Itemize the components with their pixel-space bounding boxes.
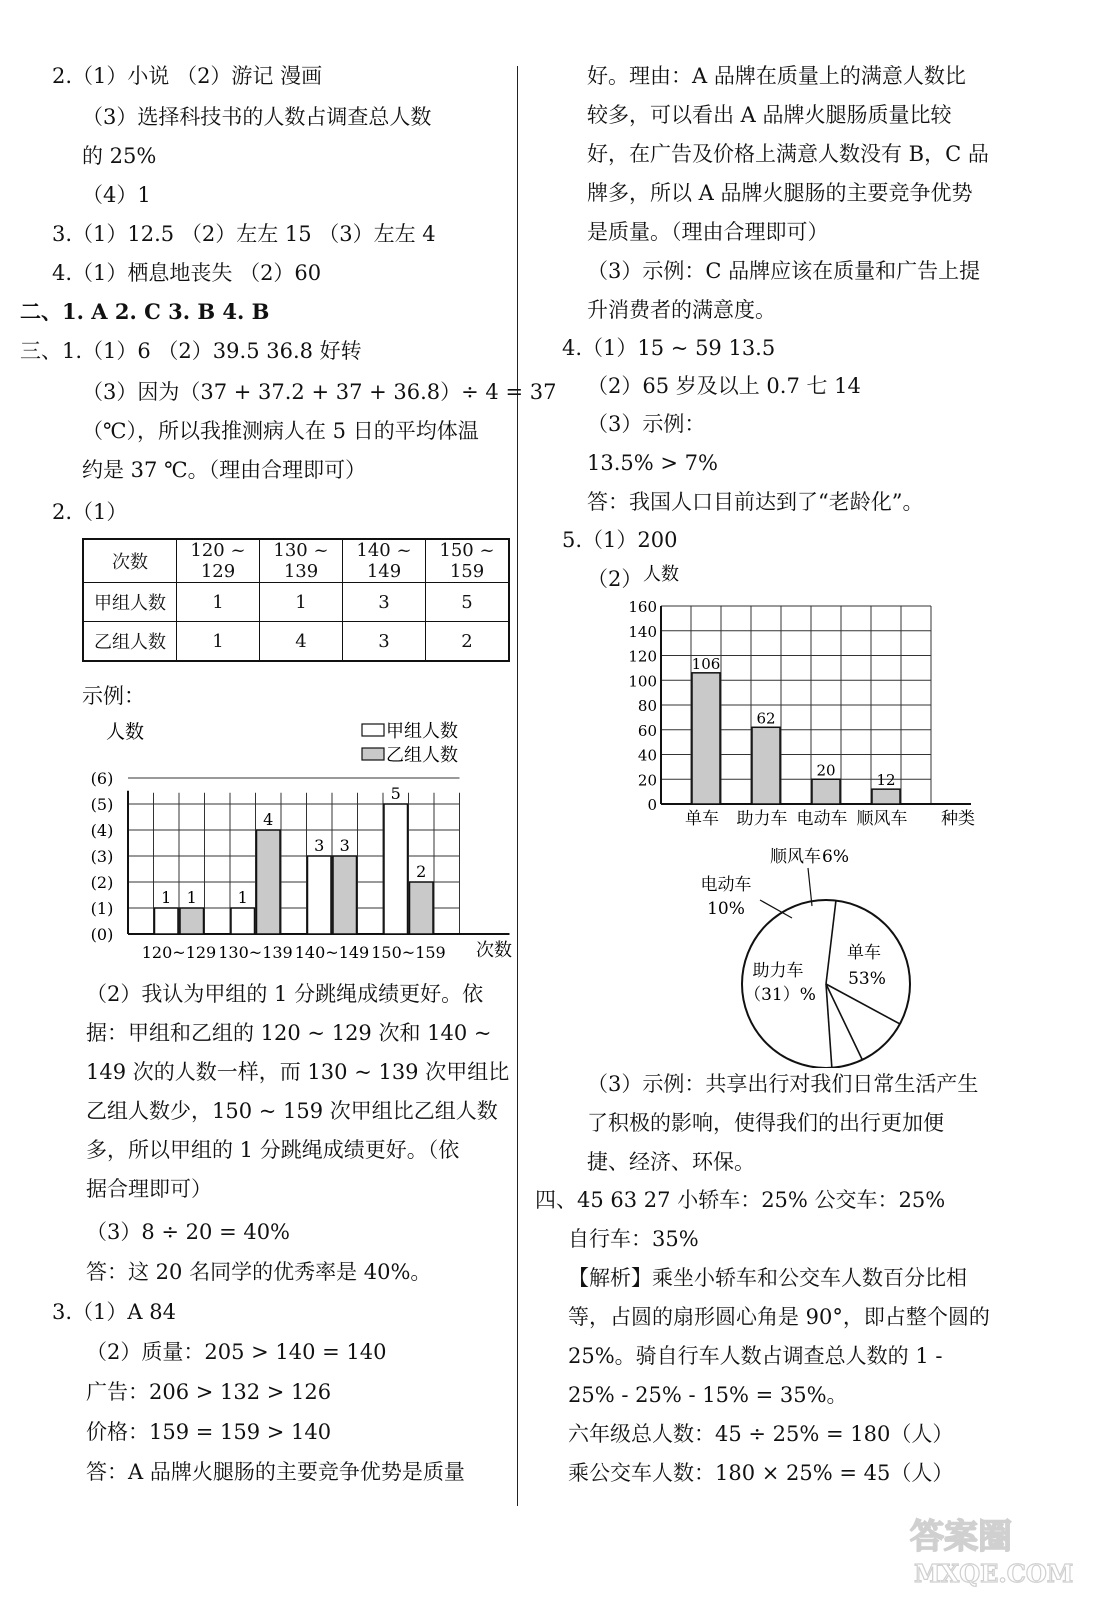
- slice-value: 6%: [822, 847, 849, 867]
- y-tick-label: 120: [628, 647, 657, 666]
- data-label: 12: [876, 771, 896, 790]
- data-label: 4: [263, 810, 274, 829]
- table-cell: 3: [343, 583, 426, 622]
- slice-label: 单车: [847, 943, 881, 963]
- answer-line: 乙组人数少，150 ~ 159 次甲组比乙组人数: [86, 1099, 498, 1123]
- x-tick-label: 单车: [685, 809, 719, 829]
- x-axis-title: 次数: [476, 940, 512, 961]
- answer-line: 25% - 25% - 15% = 35%。: [568, 1383, 848, 1407]
- y-tick-label: 40: [637, 746, 657, 765]
- slice-value: 10%: [707, 899, 745, 919]
- table-cell: 甲组人数: [83, 583, 177, 622]
- y-tick-label: (0): [90, 925, 114, 944]
- y-tick-label: (2): [90, 873, 114, 892]
- y-tick-label: 80: [637, 697, 657, 715]
- data-label: 20: [816, 761, 836, 780]
- x-axis-title: 种类: [941, 809, 975, 829]
- answer-line: 了积极的影响，使得我们的出行更加便: [587, 1111, 944, 1135]
- bar: [308, 856, 332, 934]
- answer-line: 25%。骑自行车人数占调查总人数的 1 -: [568, 1344, 943, 1368]
- table-cell: 3: [343, 622, 426, 662]
- answer-line: （4）1: [82, 183, 151, 207]
- answer-line: （3）因为（37 + 37.2 + 37 + 36.8）÷ 4 = 37: [82, 380, 557, 404]
- answer-line: 四、45 63 27 小轿车：25% 公交车：25%: [535, 1188, 946, 1212]
- slice-label: 电动车: [700, 875, 752, 895]
- answer-line: （2）我认为甲组的 1 分跳绳成绩更好。依: [86, 982, 484, 1006]
- y-tick-label: 20: [637, 771, 657, 790]
- table-cell: 2: [426, 622, 510, 662]
- y-axis-title: 人数: [106, 721, 145, 743]
- answer-line: 【解析】乘坐小轿车和公交车人数百分比相: [568, 1266, 967, 1290]
- data-label: 1: [161, 888, 172, 907]
- jump-rope-bar-chart: [80, 712, 520, 974]
- watermark-logo: [900, 1508, 1090, 1588]
- travel-pie-chart: [680, 838, 940, 1068]
- bar: [333, 856, 357, 934]
- data-label: 5: [390, 784, 401, 803]
- y-tick-label: 60: [637, 721, 657, 740]
- answer-line: 3.（1）12.5 （2）左左 15 （3）左左 4: [52, 222, 436, 246]
- answer-line: （3）8 ÷ 20 = 40%: [86, 1220, 291, 1244]
- y-tick-label: 160: [628, 598, 657, 616]
- table-cell: 1: [177, 583, 260, 622]
- legend-swatch: [362, 748, 384, 760]
- bar: [812, 779, 840, 804]
- answer-line: （3）示例：共享出行对我们日常生活产生: [587, 1072, 979, 1096]
- data-label: 106: [691, 654, 721, 673]
- data-label: 1: [237, 888, 248, 907]
- answer-line: 三、1.（1）6 （2）39.5 36.8 好转: [20, 339, 362, 363]
- answer-line: 的 25%: [82, 144, 157, 168]
- answer-line: 价格：159 = 159 > 140: [86, 1420, 332, 1444]
- table-cell: 120 ~ 129: [177, 539, 260, 583]
- answer-line: 2.（1）小说 （2）游记 漫画: [52, 64, 323, 88]
- table-cell: 150 ~ 159: [426, 539, 510, 583]
- data-label: 3: [314, 836, 325, 855]
- x-tick-label: 150~159: [371, 943, 446, 962]
- answer-line: 二、1. A 2. C 3. B 4. B: [20, 299, 270, 324]
- answer-line: 2.（1）: [52, 500, 128, 524]
- data-label: 1: [186, 888, 197, 907]
- answer-line: 好。理由：A 品牌在质量上的满意人数比: [587, 64, 966, 88]
- x-tick-label: 助力车: [736, 809, 788, 829]
- y-tick-label: (4): [90, 821, 114, 840]
- table-cell: 5: [426, 583, 510, 622]
- answer-line: 4.（1）15 ~ 59 13.5: [562, 336, 776, 360]
- answer-line: 据：甲组和乙组的 120 ~ 129 次和 140 ~: [86, 1021, 492, 1045]
- bar: [752, 727, 780, 804]
- legend-swatch: [362, 724, 384, 736]
- y-axis-title: 人数: [643, 564, 679, 585]
- answer-line: 3.（1）A 84: [52, 1300, 176, 1324]
- table-row: [83, 622, 509, 662]
- answer-line: 4.（1）栖息地丧失 （2）60: [52, 261, 322, 285]
- answer-line: （3）示例：C 品牌应该在质量和广告上提: [587, 259, 981, 283]
- slice-label: 顺风车: [770, 847, 821, 867]
- travel-bar-chart: [625, 560, 995, 832]
- answer-line: 六年级总人数：45 ÷ 25% = 180（人）: [568, 1422, 954, 1446]
- y-tick-label: (5): [90, 795, 114, 814]
- table-row: [83, 583, 509, 622]
- answer-line: 13.5% > 7%: [587, 451, 718, 475]
- answer-line: 答：我国人口目前达到了“老龄化”。: [587, 490, 924, 514]
- bar: [231, 908, 255, 934]
- y-tick-label: 0: [647, 796, 657, 814]
- answer-line: 捷、经济、环保。: [587, 1150, 755, 1174]
- slice-value: （31）%: [744, 985, 816, 1005]
- answer-line: （℃），所以我推测病人在 5 日的平均体温: [82, 419, 479, 443]
- data-label: 3: [339, 836, 350, 855]
- table-cell: 次数: [83, 539, 177, 583]
- bar: [384, 804, 408, 934]
- data-label: 62: [756, 709, 776, 728]
- answer-line: （2）65 岁及以上 0.7 七 14: [587, 374, 861, 398]
- legend-label: 乙组人数: [386, 745, 458, 766]
- answer-line: （2）: [587, 567, 643, 591]
- y-tick-label: 100: [628, 672, 657, 691]
- bar: [692, 673, 720, 804]
- table-cell: 1: [177, 622, 260, 662]
- x-tick-label: 电动车: [796, 809, 848, 829]
- answer-line: 据合理即可）: [86, 1177, 212, 1201]
- score-table: [82, 538, 510, 662]
- slice-value: 53%: [848, 969, 886, 989]
- bar: [155, 908, 179, 934]
- answer-line: 等，占圆的扇形圆心角是 90°，即占整个圆的: [568, 1305, 990, 1329]
- legend-label: 甲组人数: [386, 721, 458, 742]
- example-label: 示例：: [82, 684, 145, 708]
- bar: [410, 882, 434, 934]
- answer-line: 自行车：35%: [568, 1227, 699, 1251]
- x-tick-label: 120~129: [141, 943, 217, 962]
- watermark-text: 答案圈: [910, 1517, 1012, 1557]
- answer-line: 升消费者的满意度。: [587, 298, 776, 322]
- x-tick-label: 130~139: [218, 943, 293, 962]
- table-row: [83, 539, 509, 583]
- x-tick-label: 顺风车: [856, 809, 908, 829]
- answer-line: 好，在广告及价格上满意人数没有 B，C 品: [587, 142, 989, 166]
- slice-label: 助力车: [752, 961, 804, 981]
- bar: [180, 908, 204, 934]
- answer-line: 较多，可以看出 A 品牌火腿肠质量比较: [587, 103, 952, 127]
- answer-line: 广告：206 > 132 > 126: [86, 1380, 332, 1404]
- table-cell: 乙组人数: [83, 622, 177, 662]
- table-cell: 130 ~ 139: [260, 539, 343, 583]
- answer-line: 乘公交车人数：180 × 25% = 45（人）: [568, 1461, 954, 1485]
- data-label: 2: [416, 862, 427, 881]
- answer-line: 约是 37 ℃。（理由合理即可）: [82, 458, 367, 482]
- answer-line: 149 次的人数一样，而 130 ~ 139 次甲组比: [86, 1060, 510, 1084]
- bar: [257, 830, 281, 934]
- watermark-text: MXQE.COM: [914, 1559, 1074, 1588]
- answer-line: 答：这 20 名同学的优秀率是 40%。: [86, 1260, 432, 1284]
- answer-line: 多，所以甲组的 1 分跳绳成绩更好。（依: [86, 1138, 460, 1162]
- answer-line: 是质量。（理由合理即可）: [587, 220, 829, 244]
- table-cell: 4: [260, 622, 343, 662]
- x-tick-label: 140~149: [294, 943, 370, 962]
- answer-line: （2）质量：205 > 140 = 140: [86, 1340, 387, 1364]
- leader-line: [808, 868, 812, 906]
- bar: [872, 789, 900, 804]
- table-cell: 140 ~ 149: [343, 539, 426, 583]
- answer-line: 牌多，所以 A 品牌火腿肠的主要竞争优势: [587, 181, 973, 205]
- y-tick-label: (6): [90, 769, 114, 788]
- y-tick-label: 140: [628, 622, 657, 641]
- table-cell: 1: [260, 583, 343, 622]
- answer-line: 答：A 品牌火腿肠的主要竞争优势是质量: [86, 1460, 465, 1484]
- answer-line: 5.（1）200: [562, 528, 678, 552]
- answer-line: （3）示例：: [587, 412, 706, 436]
- answer-line: （3）选择科技书的人数占调查总人数: [82, 105, 432, 129]
- y-tick-label: (1): [90, 899, 114, 918]
- y-tick-label: (3): [90, 847, 114, 866]
